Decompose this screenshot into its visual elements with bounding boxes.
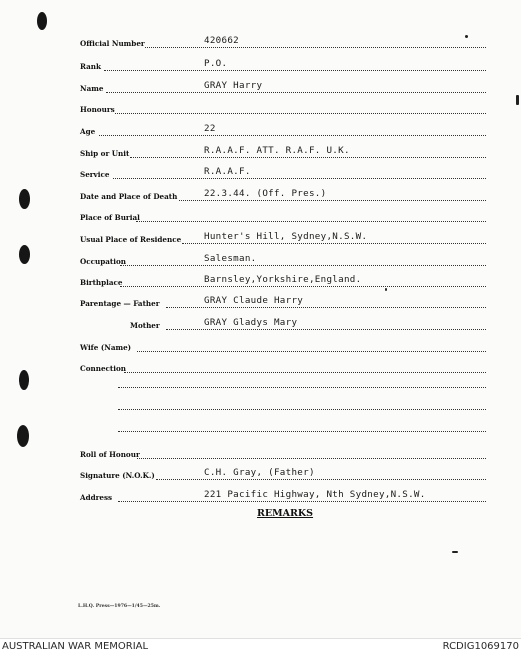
- wife-row: [80, 336, 486, 354]
- dotted-rule: [120, 286, 486, 287]
- honours-row: [80, 98, 486, 116]
- dotted-rule: [99, 135, 486, 136]
- dotted-rule: [118, 501, 486, 502]
- ship-or-unit-value: R.A.A.F. ATT. R.A.F. U.K.: [204, 145, 350, 156]
- connection-continuation-line: [118, 387, 486, 388]
- dotted-rule: [166, 307, 486, 308]
- usual-residence-value: Hunter's Hill, Sydney,N.S.W.: [204, 231, 368, 242]
- address-label: Address: [80, 493, 113, 502]
- father-label: Parentage — Father: [80, 299, 160, 308]
- connection-label: Connection: [80, 364, 126, 373]
- rank-label: Rank: [80, 62, 102, 71]
- archive-footer: [0, 638, 521, 655]
- address-row: [80, 486, 486, 504]
- dotted-rule: [182, 243, 486, 244]
- mother-label: Mother: [130, 321, 160, 330]
- signature-row: [80, 464, 486, 482]
- birthplace-row: [80, 271, 486, 289]
- name-value: GRAY Harry: [204, 80, 263, 91]
- usual-residence-label: Usual Place of Residence: [80, 235, 182, 244]
- place-of-burial-row: [80, 206, 486, 224]
- footer-institution: AUSTRALIAN WAR MEMORIAL: [2, 641, 149, 652]
- footer-catalogue-id: RCDIG1069170: [442, 641, 519, 652]
- connection-row: [80, 357, 486, 375]
- service-value: R.A.A.F.: [204, 166, 251, 177]
- name-row: [80, 77, 486, 95]
- binder-hole: [19, 189, 30, 209]
- service-label: Service: [80, 170, 110, 179]
- age-label: Age: [80, 127, 96, 136]
- age-row: [80, 120, 486, 138]
- dotted-rule: [137, 351, 486, 352]
- dotted-rule: [115, 113, 486, 114]
- dotted-rule: [106, 92, 486, 93]
- usual-residence-row: [80, 228, 486, 246]
- dotted-rule: [120, 265, 486, 266]
- binder-hole: [19, 245, 30, 264]
- dotted-rule: [136, 221, 486, 222]
- roll-of-honour-row: [80, 443, 486, 461]
- binder-hole: [19, 370, 29, 390]
- dotted-rule: [104, 70, 486, 71]
- roll-of-honour-label: Roll of Honour: [80, 450, 140, 459]
- official-number-row: [80, 32, 486, 50]
- honours-label: Honours: [80, 105, 115, 114]
- rank-value: P.O.: [204, 58, 228, 69]
- dotted-rule: [156, 479, 486, 480]
- father-value: GRAY Claude Harry: [204, 295, 304, 306]
- date-place-death-row: [80, 185, 486, 203]
- connection-continuation-line: [118, 431, 486, 432]
- date-place-death-label: Date and Place of Death: [80, 192, 178, 201]
- binder-hole: [17, 425, 29, 447]
- place-of-burial-label: Place of Burial: [80, 213, 140, 222]
- dotted-rule: [124, 372, 486, 373]
- ship-or-unit-label: Ship or Unit: [80, 149, 130, 158]
- signature-value: C.H. Gray, (Father): [204, 467, 315, 478]
- signature-label: Signature (N.O.K.): [80, 471, 155, 480]
- occupation-value: Salesman.: [204, 253, 257, 264]
- official-number-label: Official Number: [80, 39, 145, 48]
- ship-or-unit-row: [80, 142, 486, 160]
- dotted-rule: [179, 200, 486, 201]
- paper-speck: [516, 95, 519, 105]
- wife-label: Wife (Name): [80, 343, 132, 352]
- remarks-heading: REMARKS: [257, 508, 314, 519]
- paper-speck: [452, 551, 458, 553]
- birthplace-value: Barnsley,Yorkshire,England.: [204, 274, 362, 285]
- mother-value: GRAY Gladys Mary: [204, 317, 298, 328]
- connection-continuation-line: [118, 409, 486, 410]
- father-row: [80, 292, 486, 310]
- dotted-rule: [113, 178, 486, 179]
- dotted-rule: [130, 157, 486, 158]
- name-label: Name: [80, 84, 104, 93]
- printer-imprint: L.H.Q. Press—1976—1/45—25m.: [78, 604, 161, 609]
- official-number-value: 420662: [204, 35, 239, 46]
- birthplace-label: Birthplace: [80, 278, 123, 287]
- binder-hole: [37, 12, 47, 30]
- occupation-row: [80, 250, 486, 268]
- age-value: 22: [204, 123, 216, 134]
- mother-row: [80, 314, 486, 332]
- dotted-rule: [166, 329, 486, 330]
- dotted-rule: [137, 458, 486, 459]
- occupation-label: Occupation: [80, 257, 126, 266]
- address-value: 221 Pacific Highway, Nth Sydney,N.S.W.: [204, 489, 426, 500]
- service-row: [80, 163, 486, 181]
- rank-row: [80, 55, 486, 73]
- dotted-rule: [145, 47, 486, 48]
- date-place-death-value: 22.3.44. (Off. Pres.): [204, 188, 327, 199]
